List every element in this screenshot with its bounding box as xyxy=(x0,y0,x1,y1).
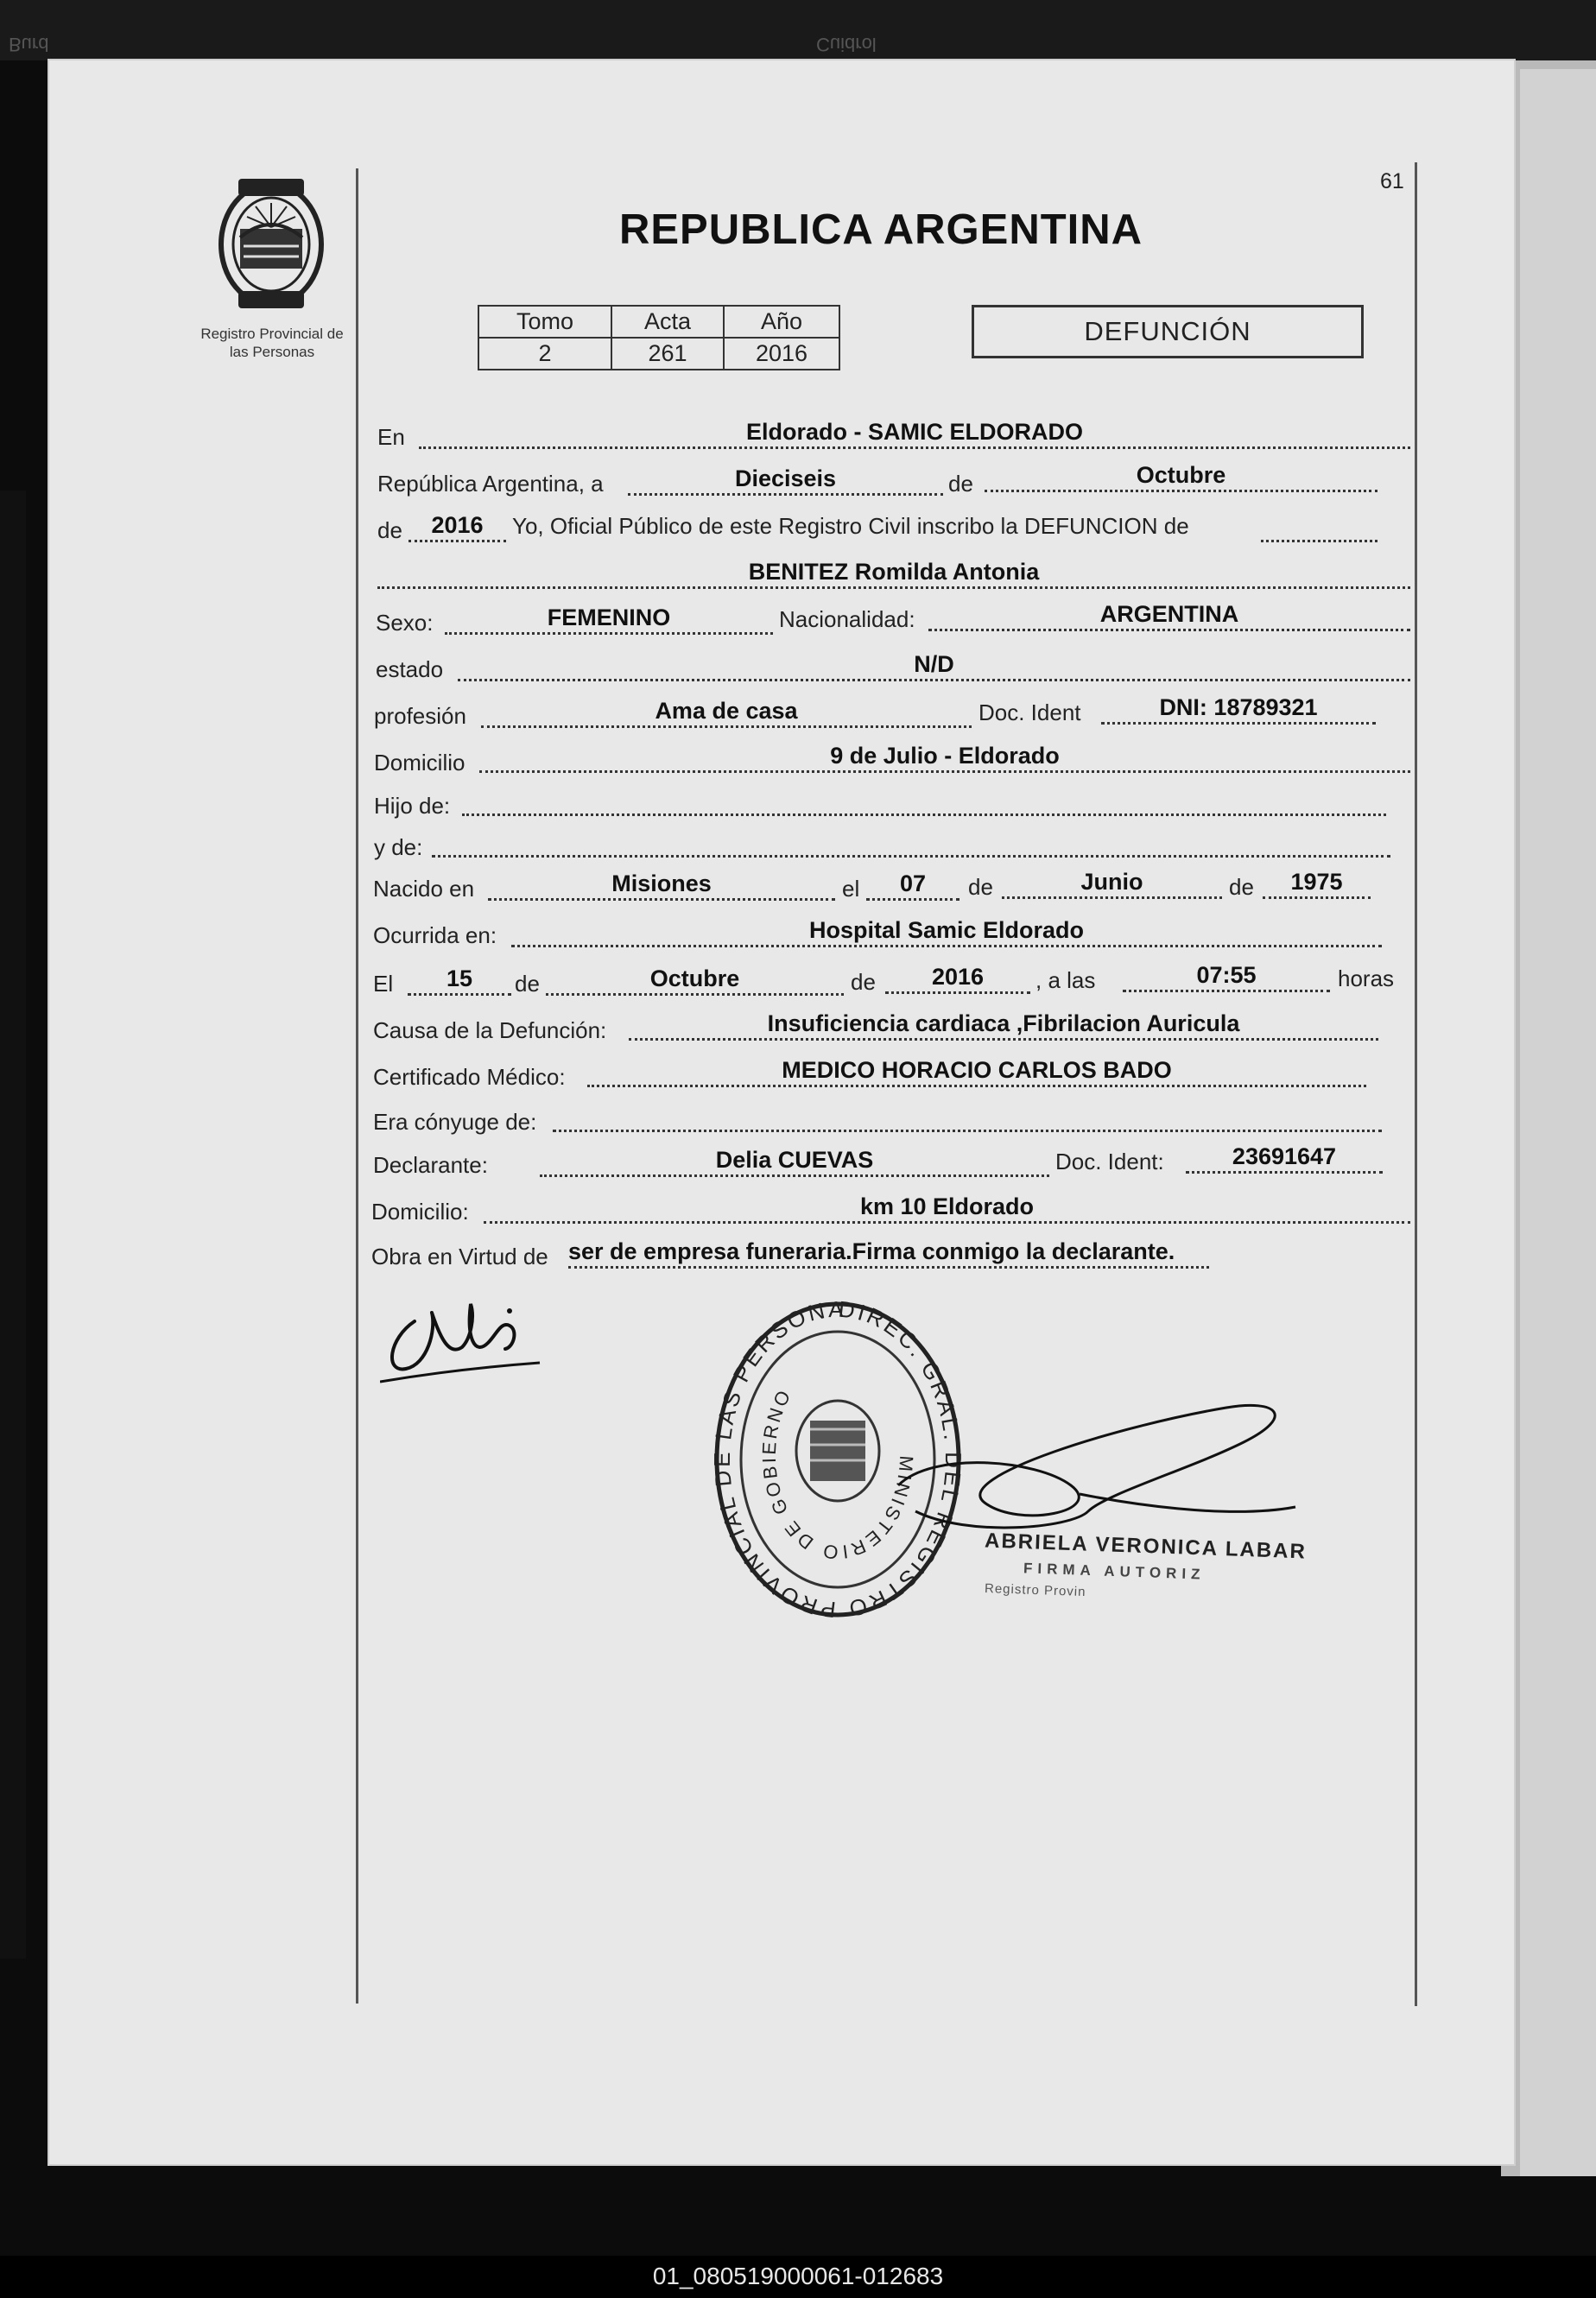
sexo-field: FEMENINO xyxy=(445,603,773,635)
nacionalidad-field: ARGENTINA xyxy=(928,599,1410,631)
de-label: de xyxy=(948,471,973,497)
registry-caption-line: Registro Provincial de xyxy=(200,326,344,342)
record-type-box: DEFUNCIÓN xyxy=(972,305,1364,358)
en-label: En xyxy=(377,424,405,450)
province-seal-icon xyxy=(214,177,328,311)
oficial-text: Yo, Oficial Público de este Registro Civil inscribo la DEFUNCION de xyxy=(512,513,1189,539)
declarant-address-field: km 10 Eldorado xyxy=(484,1192,1410,1224)
causa-label: Causa de la Defunción: xyxy=(373,1017,607,1043)
doc-ident-label: Doc. Ident: xyxy=(1055,1149,1164,1174)
table-row xyxy=(478,338,839,370)
domicilio-field: 9 de Julio - Eldorado xyxy=(479,741,1410,773)
el-label: el xyxy=(842,876,860,902)
obra-field: ser de empresa funeraria.Firma conmigo la declarante. xyxy=(568,1237,1209,1269)
right-margin-line xyxy=(1415,162,1417,2006)
death-time-field: 07:55 xyxy=(1123,960,1330,992)
alas-label: , a las xyxy=(1036,967,1096,993)
declarant-field: Delia CUEVAS xyxy=(540,1145,1049,1177)
table-cell: 2 xyxy=(478,338,611,370)
declarante-label: Declarante: xyxy=(373,1152,488,1178)
registry-caption xyxy=(181,325,363,361)
sexo-label: Sexo: xyxy=(376,610,434,636)
father-field xyxy=(462,784,1386,816)
obra-label: Obra en Virtud de xyxy=(371,1244,548,1269)
cause-field: Insuficiencia cardiaca ,Fibrilacion Auricula xyxy=(629,1009,1378,1041)
table-header: Acta xyxy=(611,306,724,338)
death-year-field: 2016 xyxy=(885,962,1030,994)
scan-ghost-text: Cuidrol xyxy=(816,34,877,55)
horas-label: horas xyxy=(1338,965,1395,991)
doc-ident-label: Doc. Ident xyxy=(978,700,1081,725)
estado-field: N/D xyxy=(458,649,1410,681)
page-title: REPUBLICA ARGENTINA xyxy=(618,206,1143,253)
certificado-label: Certificado Médico: xyxy=(373,1064,566,1090)
estado-label: estado xyxy=(376,656,444,682)
republica-label: República Argentina, a xyxy=(377,471,604,497)
trailing-field xyxy=(1261,510,1378,542)
de-label: de xyxy=(377,517,402,543)
conyuge-label: Era cónyuge de: xyxy=(373,1109,537,1135)
death-month-field: Octubre xyxy=(546,964,844,996)
death-place-field: Hospital Samic Eldorado xyxy=(511,915,1382,947)
deceased-name-field: BENITEZ Romilda Antonia xyxy=(377,557,1410,589)
yde-label: y de: xyxy=(374,834,423,860)
death-day-field: 15 xyxy=(408,964,511,996)
year-field: 2016 xyxy=(408,510,506,542)
ocurrida-label: Ocurrida en: xyxy=(373,922,497,948)
table-header: Año xyxy=(724,306,839,338)
table-cell: 261 xyxy=(611,338,724,370)
domicilio-label: Domicilio xyxy=(374,750,466,775)
authority-name: ABRIELA VERONICA LABAR xyxy=(984,1529,1308,1564)
reference-table xyxy=(478,305,840,370)
nacionalidad-label: Nacionalidad: xyxy=(779,606,915,632)
de-label: de xyxy=(968,874,993,900)
table-cell: 2016 xyxy=(724,338,839,370)
table-header: Tomo xyxy=(478,306,611,338)
birth-day-field: 07 xyxy=(866,869,960,901)
declarant-doc-field: 23691647 xyxy=(1186,1142,1383,1174)
de-label: de xyxy=(1229,874,1254,900)
spouse-field xyxy=(553,1100,1382,1132)
month-field: Octubre xyxy=(985,460,1378,492)
certificate-field: MEDICO HORACIO CARLOS BADO xyxy=(587,1055,1366,1087)
left-margin-line xyxy=(356,168,358,2004)
hijo-label: Hijo de: xyxy=(374,793,451,819)
de-label: de xyxy=(851,969,876,995)
binding-edge xyxy=(0,491,26,1959)
scan-filename: 01_080519000061-012683 xyxy=(652,2263,944,2289)
profesion-label: profesión xyxy=(374,703,466,729)
doc-ident-field: DNI: 18789321 xyxy=(1101,693,1376,725)
authority-registry: Registro Provin xyxy=(984,1580,1086,1600)
authority-role: FIRMA AUTORIZ xyxy=(1023,1560,1206,1583)
registry-caption-line: las Personas xyxy=(229,344,315,360)
birthplace-field: Misiones xyxy=(488,869,835,901)
birth-month-field: Junio xyxy=(1002,867,1222,899)
profesion-field: Ama de casa xyxy=(481,696,972,728)
el-label: El xyxy=(373,971,394,997)
domicilio-label: Domicilio: xyxy=(371,1199,469,1225)
stamp-inner-text: MINISTERIO DE GOBIERNO xyxy=(757,1384,918,1564)
table-row xyxy=(478,306,839,338)
birth-year-field: 1975 xyxy=(1263,867,1371,899)
scan-top-strip xyxy=(0,0,1596,60)
page-number: 61 xyxy=(1380,169,1404,193)
nacido-label: Nacido en xyxy=(373,876,475,902)
underlying-sheet xyxy=(1520,69,1596,2176)
stamp-ring-text: DIREC. GRAL. DEL REGISTRO PROVINCIAL DE LAS PERSONA xyxy=(708,1300,967,1624)
place-field: Eldorado - SAMIC ELDORADO xyxy=(419,417,1410,449)
mother-field xyxy=(432,826,1390,858)
declarant-signature-icon xyxy=(380,1287,553,1390)
day-field: Dieciseis xyxy=(628,464,943,496)
de-label: de xyxy=(515,971,540,997)
scan-ghost-text: Burd xyxy=(9,34,49,55)
